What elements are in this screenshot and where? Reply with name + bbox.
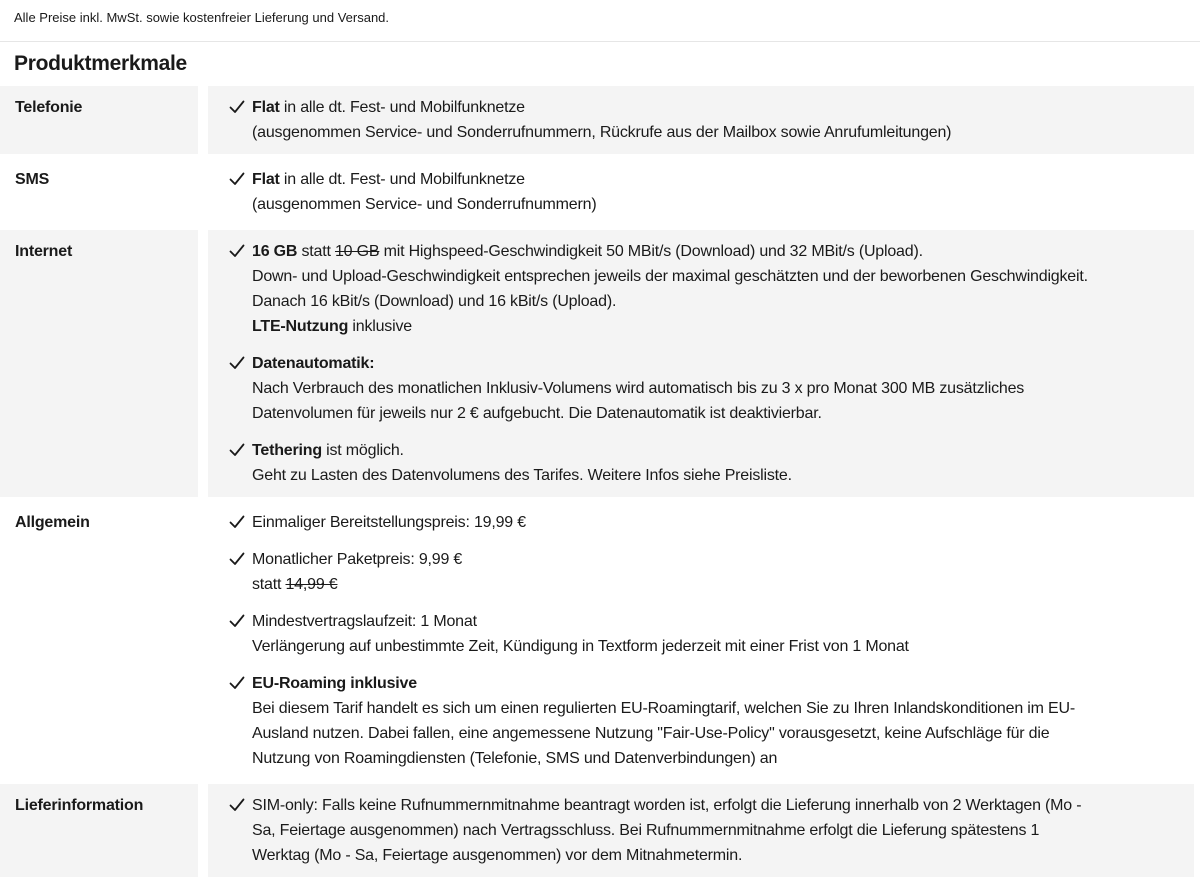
- feature-row: [0, 501, 1194, 780]
- feature-line: (ausgenommen Service- und Sonderrufnummern, Rückrufe aus der Mailbox sowie Anrufumleitungen): [252, 124, 952, 141]
- check-icon: [229, 99, 245, 115]
- feature-row: [0, 784, 1194, 877]
- feature-line: 16 GB statt 10 GB mit Highspeed-Geschwindigkeit 50 MBit/s (Download) und 32 MBit/s (Upload).: [252, 243, 923, 260]
- check-icon: [229, 442, 245, 458]
- check-icon: [229, 355, 245, 371]
- feature-item-text: [252, 510, 1194, 535]
- check-icon: [229, 797, 245, 813]
- feature-content: [208, 784, 1194, 877]
- check-icon: [229, 171, 245, 187]
- feature-line: (ausgenommen Service- und Sonderrufnummern): [252, 196, 597, 213]
- feature-item: [208, 671, 1194, 771]
- feature-item-text: [252, 239, 1194, 339]
- feature-line: Datenvolumen für jeweils nur 2 € aufgebucht. Die Datenautomatik ist deaktivierbar.: [252, 405, 822, 422]
- feature-line: Sa, Feiertage ausgenommen) nach Vertragsschluss. Bei Rufnummernmitnahme erfolgt die Lieferung spätestens 1: [252, 822, 1040, 839]
- feature-label: Internet: [0, 230, 198, 497]
- feature-content: [208, 158, 1194, 226]
- feature-line: LTE-Nutzung inklusive: [252, 318, 412, 335]
- check-icon: [229, 551, 245, 567]
- section-divider: [0, 41, 1200, 42]
- feature-line: Werktag (Mo - Sa, Feiertage ausgenommen) vor dem Mitnahmetermin.: [252, 847, 743, 864]
- feature-line: Mindestvertragslaufzeit: 1 Monat: [252, 613, 477, 630]
- feature-row: [0, 86, 1194, 154]
- feature-item: [208, 351, 1194, 426]
- feature-item-text: [252, 671, 1194, 771]
- feature-item: [208, 95, 1194, 145]
- feature-line: Danach 16 kBit/s (Download) und 16 kBit/s (Upload).: [252, 293, 617, 310]
- check-icon: [229, 613, 245, 629]
- page-title: Produktmerkmale: [14, 52, 187, 75]
- feature-line: Verlängerung auf unbestimmte Zeit, Kündigung in Textform jederzeit mit einer Frist von 1 Monat: [252, 638, 909, 655]
- feature-line: Monatlicher Paketpreis: 9,99 €: [252, 551, 463, 568]
- feature-line: SIM-only: Falls keine Rufnummernmitnahme beantragt worden ist, erfolgt die Lieferung innerhalb von 2 Werktagen (Mo -: [252, 797, 1082, 814]
- feature-label: Lieferinformation: [0, 784, 198, 877]
- feature-item-text: [252, 547, 1194, 597]
- feature-line: EU-Roaming inklusive: [252, 675, 417, 692]
- feature-line: Nutzung von Roamingdiensten (Telefonie, SMS und Datenverbindungen) an: [252, 750, 778, 767]
- feature-line: Flat in alle dt. Fest- und Mobilfunknetze: [252, 171, 525, 188]
- check-icon: [229, 243, 245, 259]
- feature-line: Nach Verbrauch des monatlichen Inklusiv-Volumens wird automatisch bis zu 3 x pro Monat 300 MB zusätzliches: [252, 380, 1025, 397]
- price-disclaimer-note: Alle Preise inkl. MwSt. sowie kostenfreier Lieferung und Versand.: [14, 10, 390, 25]
- feature-item: [208, 167, 1194, 217]
- feature-item-text: [252, 438, 1194, 488]
- feature-item: [208, 239, 1194, 339]
- feature-line: statt 14,99 €: [252, 576, 338, 593]
- feature-row: [0, 230, 1194, 497]
- feature-item-text: [252, 609, 1194, 659]
- feature-item: [208, 547, 1194, 597]
- feature-line: Ausland nutzen. Dabei fallen, eine angemessene Nutzung "Fair-Use-Policy" vorausgesetzt, keine Aufschläge für die: [252, 725, 1050, 742]
- feature-label: Telefonie: [0, 86, 198, 154]
- check-icon: [229, 675, 245, 691]
- feature-content: [208, 501, 1194, 780]
- feature-line: Down- und Upload-Geschwindigkeit entsprechen jeweils der maximal geschätzten und der beworbenen Geschwindigkeit.: [252, 268, 1088, 285]
- feature-line: Geht zu Lasten des Datenvolumens des Tarifes. Weitere Infos siehe Preisliste.: [252, 467, 792, 484]
- feature-label: SMS: [15, 171, 50, 188]
- check-icon: [229, 514, 245, 530]
- feature-item-text: [252, 95, 1194, 145]
- feature-content: [208, 86, 1194, 154]
- feature-row: [0, 158, 1194, 226]
- feature-line: Tethering ist möglich.: [252, 442, 404, 459]
- feature-item-text: [252, 167, 1194, 217]
- feature-content: [208, 230, 1194, 497]
- feature-line: Bei diesem Tarif handelt es sich um einen regulierten EU-Roamingtarif, welchen Sie zu Ihren Inlandskonditionen im EU-: [252, 700, 1075, 717]
- feature-item: [208, 438, 1194, 488]
- feature-item-text: [252, 351, 1194, 426]
- feature-label: Allgemein: [15, 514, 90, 531]
- feature-line: Einmaliger Bereitstellungspreis: 19,99 €: [252, 514, 526, 531]
- feature-line: Flat in alle dt. Fest- und Mobilfunknetze: [252, 99, 525, 116]
- feature-item: [208, 510, 1194, 535]
- feature-line: Datenautomatik:: [252, 355, 375, 372]
- feature-item: [208, 609, 1194, 659]
- features-table: [0, 86, 1194, 877]
